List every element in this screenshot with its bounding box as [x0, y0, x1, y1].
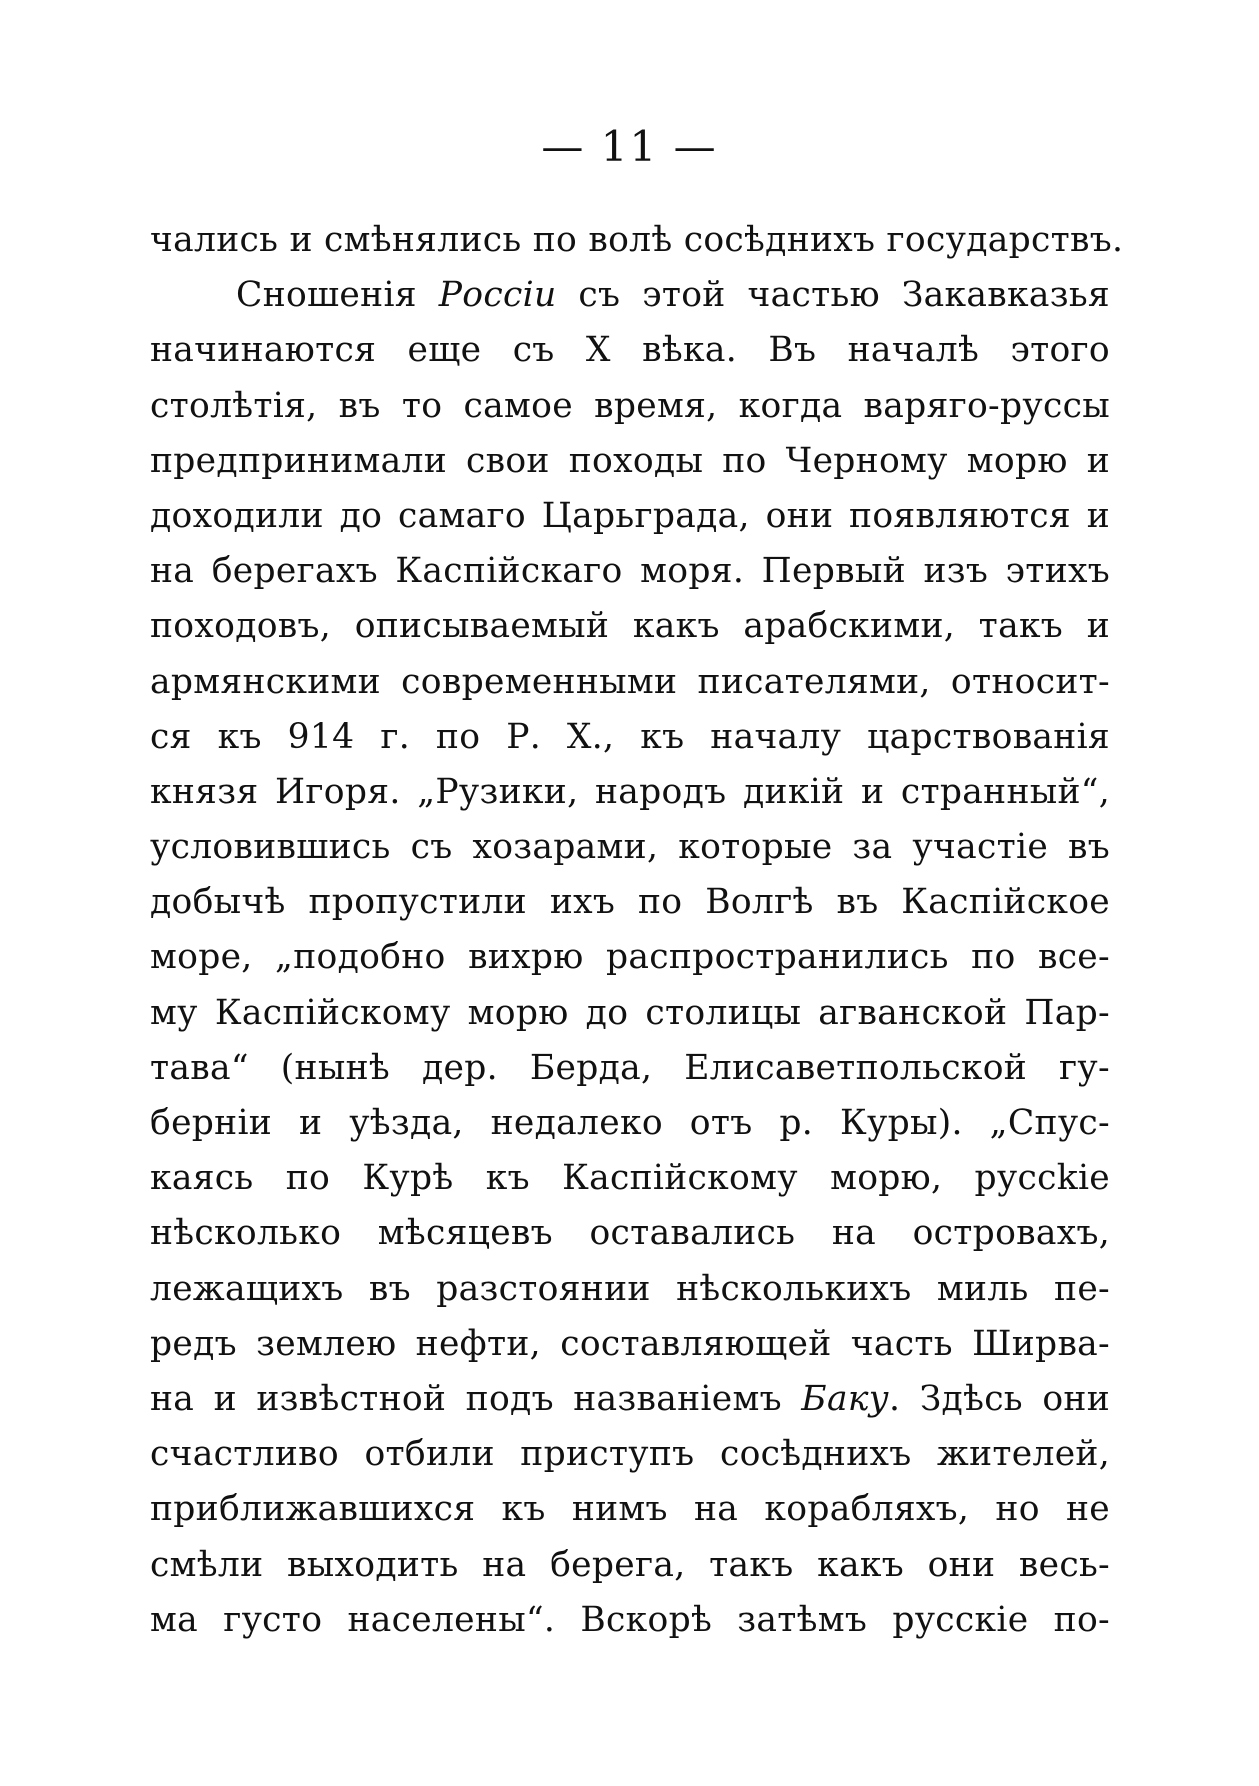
text-run: на берегахъ Каспійскаго моря. Первый изъ этихъ — [150, 551, 1110, 592]
text-run: лежащихъ въ разстоянии нѣсколькихъ миль пе- — [150, 1268, 1110, 1309]
text-run: съ этой частью Закавказья — [556, 275, 1110, 316]
text-line — [150, 544, 1110, 599]
text-line — [150, 599, 1110, 654]
text-run: море, „подобно вихрю распространились по все- — [150, 937, 1110, 978]
italic-text-run: Баку — [801, 1378, 890, 1419]
text-line — [150, 213, 1124, 268]
text-line — [150, 930, 1110, 985]
text-run: походовъ, описываемый какъ арабскими, такъ и — [150, 606, 1110, 647]
text-run: начинаются еще съ X вѣка. Въ началѣ этого — [150, 330, 1110, 371]
text-line — [150, 655, 1110, 710]
page-number: — 11 — — [541, 122, 718, 171]
text-run: счастливо отбили приступъ сосѣднихъ жителей, — [150, 1434, 1110, 1475]
italic-text-run: Россіи — [438, 275, 557, 316]
text-line — [150, 1262, 1110, 1317]
text-run: ся къ 914 г. по Р. X., къ началу царствованія — [150, 716, 1110, 757]
text-line — [150, 1151, 1110, 1206]
text-run: столѣтія, въ то самое время, когда варяго-руссы — [150, 385, 1110, 426]
text-run: добычѣ пропустили ихъ по Волгѣ въ Каспійское — [150, 882, 1110, 923]
text-line — [150, 489, 1110, 544]
text-run: нѣсколько мѣсяцевъ оставались на островахъ, — [150, 1213, 1110, 1254]
text-line — [150, 1206, 1110, 1261]
text-run: смѣли выходить на берега, такъ какъ они весь- — [150, 1544, 1110, 1585]
text-run: предпринимали свои походы по Черному морю и — [150, 440, 1110, 481]
text-run: му Каспійскому морю до столицы агванской Пар- — [150, 992, 1110, 1033]
text-line — [150, 1317, 1110, 1372]
text-run: тава“ (нынѣ дер. Берда, Елисаветпольской гу- — [150, 1047, 1110, 1088]
text-line — [150, 820, 1110, 875]
text-run: армянскими современными писателями, относит- — [150, 661, 1110, 702]
text-run: ма густо населены“. Вскорѣ затѣмъ русскіе по- — [150, 1599, 1110, 1640]
text-run: приближавшихся къ нимъ на корабляхъ, но не — [150, 1489, 1110, 1530]
text-line — [150, 1427, 1110, 1482]
text-run: Сношенія — [236, 275, 439, 316]
text-run: каясь по Курѣ къ Каспійскому морю, руссkie — [150, 1158, 1110, 1199]
text-line — [150, 268, 1110, 323]
text-line — [150, 434, 1110, 489]
text-run: редъ землею нефти, составляющей часть Ширва- — [150, 1323, 1110, 1364]
text-run: условившись съ хозарами, которые за участіе въ — [150, 827, 1110, 868]
body-text — [150, 213, 1124, 1648]
text-run: берніи и уѣзда, недалеко отъ р. Куры). „Спус- — [150, 1103, 1110, 1143]
text-run: на и извѣстной подъ названіемъ — [150, 1378, 802, 1419]
text-line — [150, 323, 1110, 378]
text-run: чались и смѣнялись по волѣ сосѣднихъ государствъ. — [150, 220, 1124, 260]
text-line — [150, 1593, 1110, 1648]
text-run: князя Игоря. „Рузики, народъ дикій и странный“, — [150, 771, 1110, 812]
text-line — [150, 875, 1110, 930]
text-line — [150, 765, 1110, 820]
text-line — [150, 379, 1110, 434]
text-line — [150, 1041, 1110, 1096]
text-run: доходили до самаго Царьграда, они появляются и — [150, 495, 1110, 536]
text-line — [150, 710, 1110, 765]
text-run: . Здѣсь они — [889, 1378, 1110, 1419]
text-line — [150, 1538, 1110, 1593]
text-line — [150, 1372, 1110, 1427]
text-line — [150, 986, 1110, 1041]
text-line — [150, 1482, 1110, 1537]
text-line — [150, 1096, 1110, 1151]
